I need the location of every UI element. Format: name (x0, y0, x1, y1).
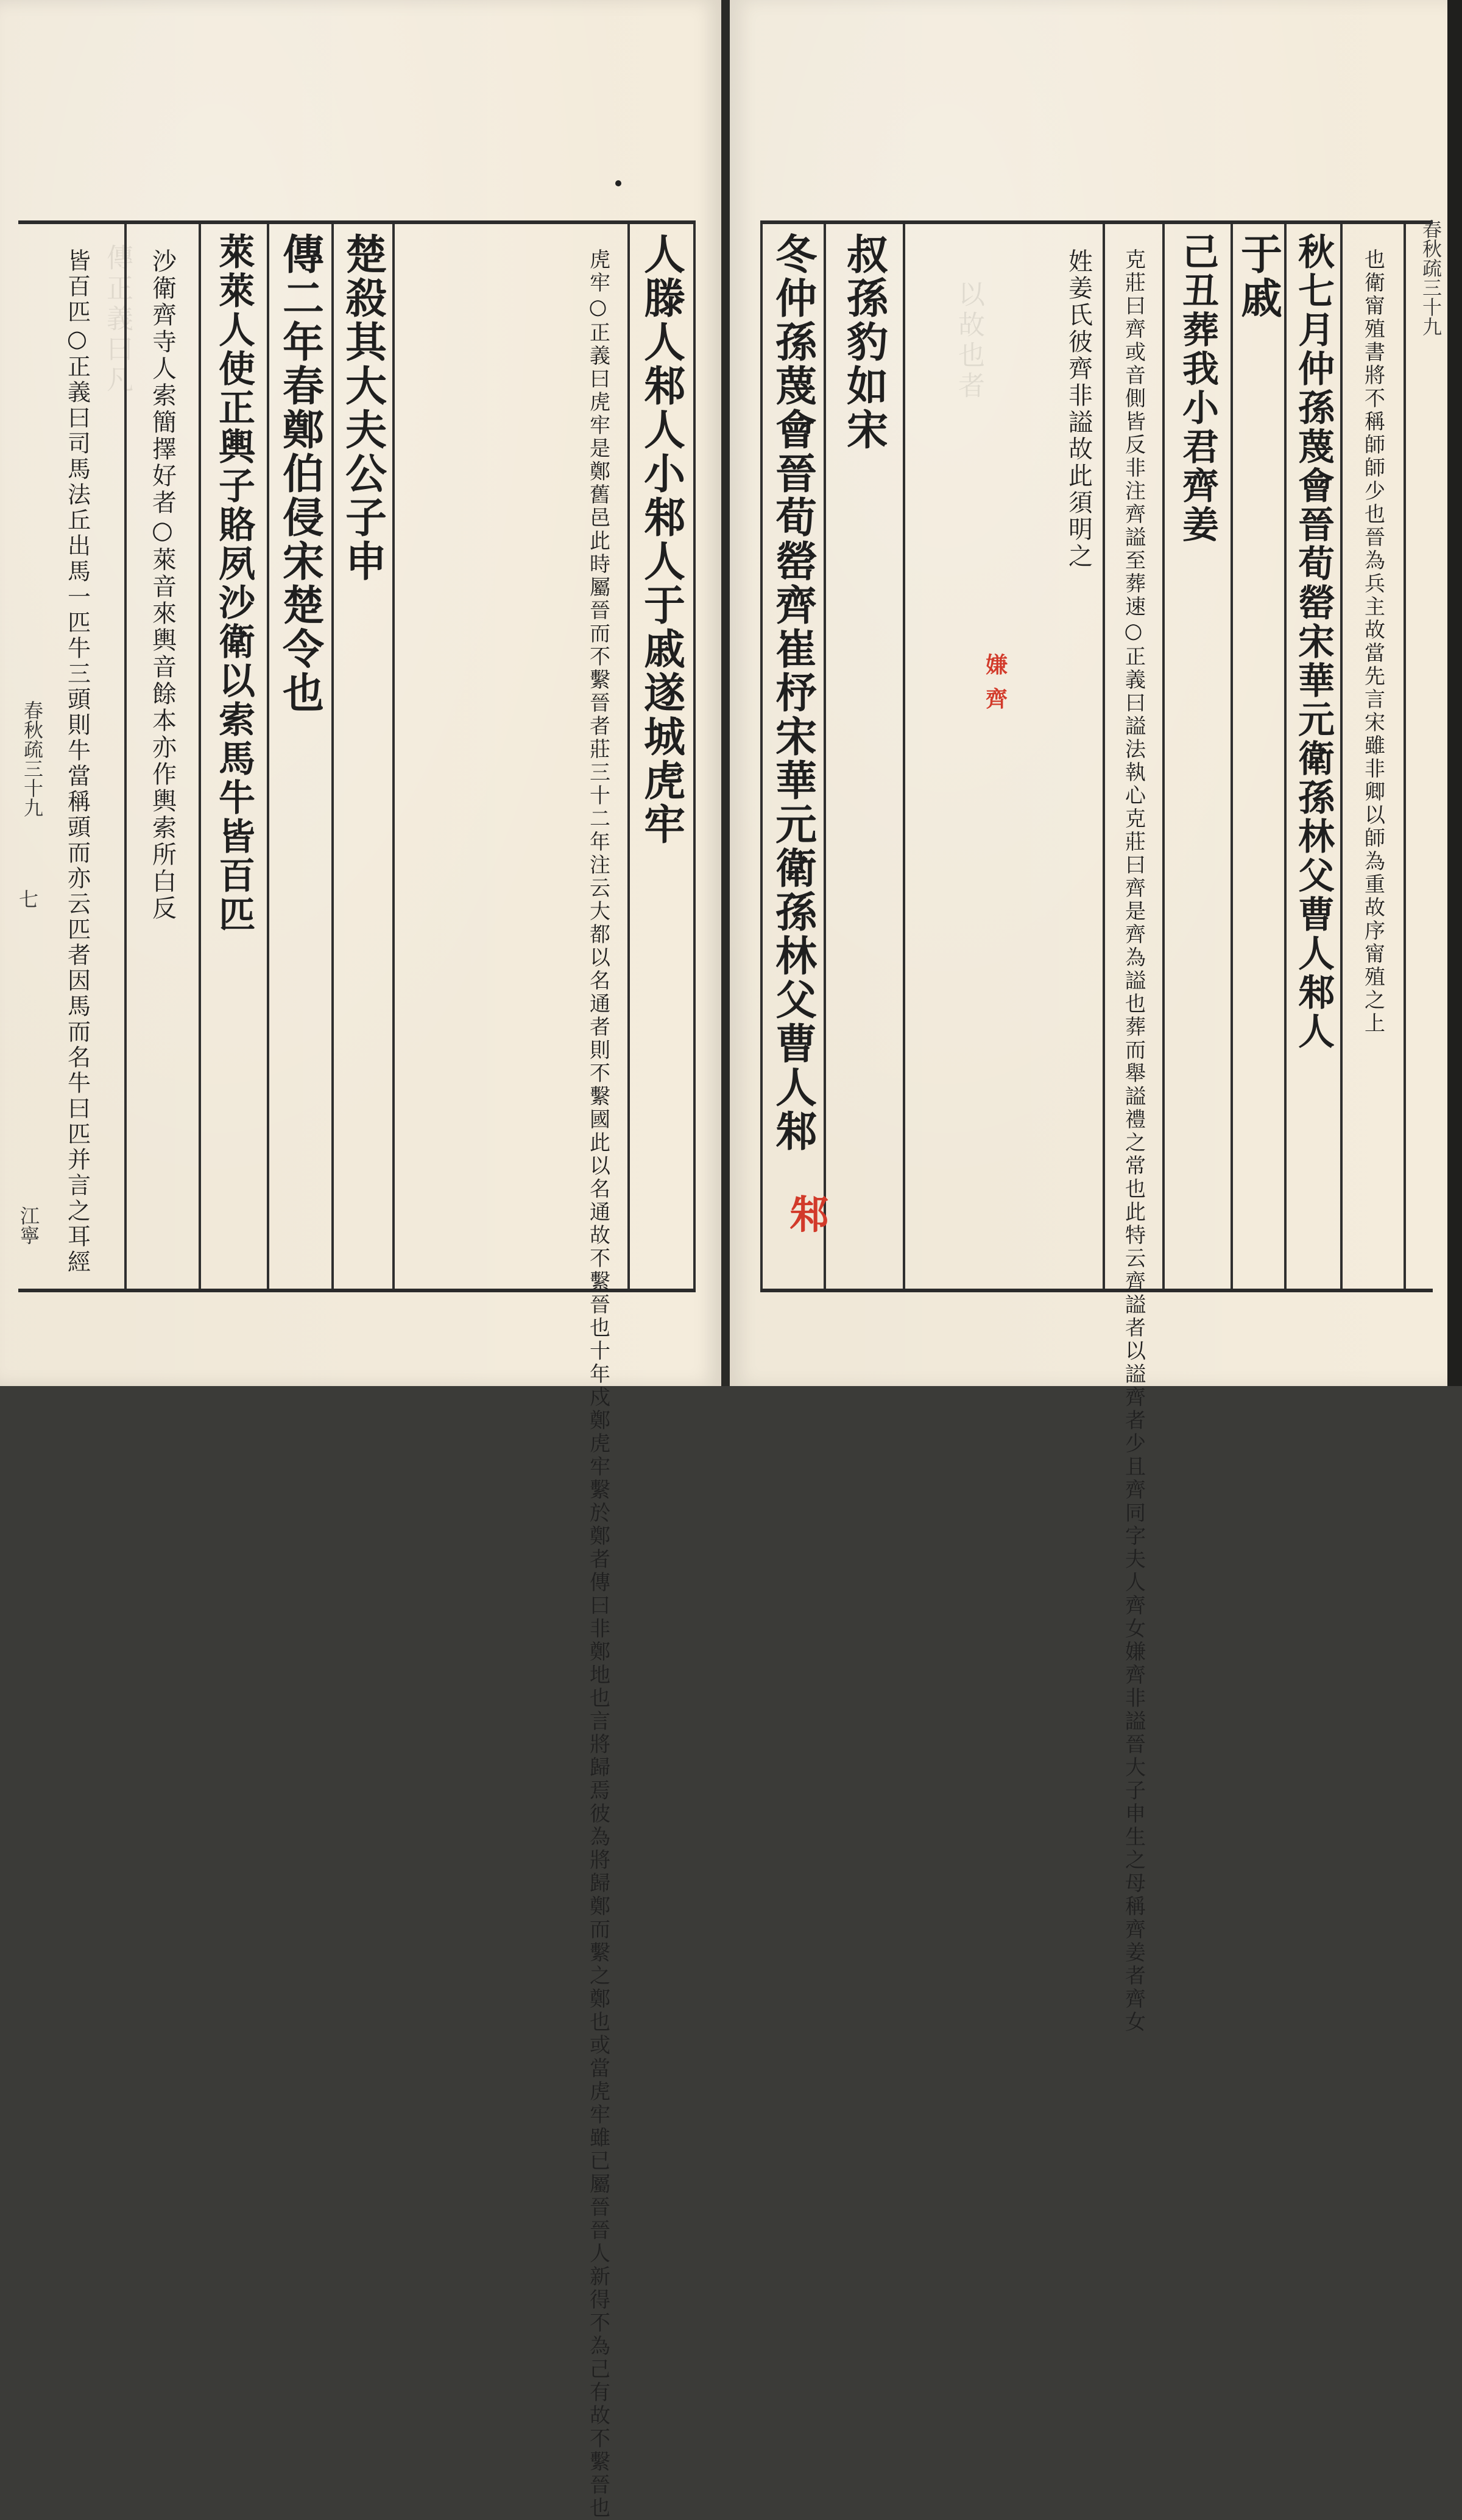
right-page (730, 0, 1447, 2034)
right-column-8 (760, 224, 826, 1289)
red-annotation: 嫌 (986, 652, 1008, 678)
red-annotation: 邾 (789, 1192, 828, 1238)
left-column-1 (630, 224, 696, 1289)
right-column-5 (1105, 224, 1165, 2034)
left-column-5 (201, 224, 269, 1289)
right-column-2 (1287, 224, 1343, 1289)
left-column-1-text: 人滕人邾人小邾人于戚遂城虎牢 (637, 233, 686, 846)
red-annotation: 齊 (986, 686, 1008, 712)
left-column-6-text: 沙衛齊寺人索簡擇好者○萊音來輿音餘本亦作輿索所白反 (148, 248, 177, 922)
right-column-6 (1055, 224, 1105, 1289)
left-margin-label-printer: 江寧 (17, 1206, 40, 1245)
right-column-6-text: 姓姜氏彼齊非謚故此須明之 (1064, 248, 1093, 570)
left-page (0, 0, 721, 2520)
left-column-6 (127, 224, 201, 1289)
right-column-7 (826, 224, 905, 1289)
left-margin-label-volume: 春秋疏三十九 (21, 700, 44, 817)
right-column-4 (1165, 224, 1233, 1289)
right-column-3 (1233, 224, 1287, 1289)
bleed-through-text: 傳正義曰凡 (102, 244, 133, 396)
left-column-3 (334, 224, 395, 1289)
right-column-1-text: 也衛甯殖書將不稱師師少也晉為兵主故當先言宋雖非卿以師為重故序甯殖之上 (1360, 248, 1385, 1035)
binding-gutter (721, 0, 730, 1386)
right-margin-label-volume: 春秋疏三十九 (1419, 219, 1443, 336)
left-column-3-text: 楚殺其大夫公子申 (338, 233, 387, 583)
right-column-8-text: 冬仲孫蔑會晉荀罃齊崔杼宋華元衛孫林父曹人邾 (768, 233, 818, 1153)
bleed-through-text: 以故也者 (953, 280, 984, 402)
right-column-7-text: 叔孫豹如宋 (839, 233, 889, 452)
left-column-4-text: 傳二年春鄭伯侵宋楚令也 (275, 233, 325, 715)
left-column-4 (269, 224, 334, 1289)
left-text-frame (18, 220, 696, 2520)
right-column-1 (1343, 224, 1406, 1289)
ink-dot (615, 180, 621, 186)
left-column-2 (569, 224, 630, 2520)
right-column-5-text: 克莊曰齊或音側皆反非注齊謚至葬速○正義曰謚法執心克莊曰齊是齊為謚也葬而舉謚禮之常也此特云齊謚者以謚齊者少且齊同字夫人齊女嫌齊非謚晉大子申生之母稱齊姜者齊女 (1121, 248, 1146, 2034)
right-column-2-text: 秋七月仲孫蔑會晉荀罃宋華元衛孫林父曹人邾人 (1292, 233, 1335, 1051)
left-margin-label-page: 七 (16, 889, 39, 909)
right-text-frame (760, 220, 1433, 2034)
left-column-5-text: 萊萊人使正輿子賂夙沙衛以索馬牛皆百匹 (213, 233, 255, 934)
left-column-7-text: 皆百匹○正義曰司馬法丘出馬一匹牛三頭則牛當稱頭而亦云匹者因馬而名牛曰匹并言之耳經 (63, 248, 91, 1275)
left-column-2-text: 虎牢○正義曰虎牢是鄭舊邑此時屬晉而不繫晉者莊三十二年注云大都以名通者則不繫國此以名通故不繫晉也十年戍鄭虎牢繫於鄭者傳曰非鄭地也言將歸焉彼為將歸鄭而繫之鄭也或當虎牢雖已屬晉晉人新得不為己有故不繫晉也 (585, 248, 610, 2520)
right-column-4-text: 己丑葬我小君齊姜 (1176, 233, 1219, 544)
book-edge (1447, 0, 1462, 1386)
right-column-3-text: 于戚 (1234, 233, 1283, 320)
